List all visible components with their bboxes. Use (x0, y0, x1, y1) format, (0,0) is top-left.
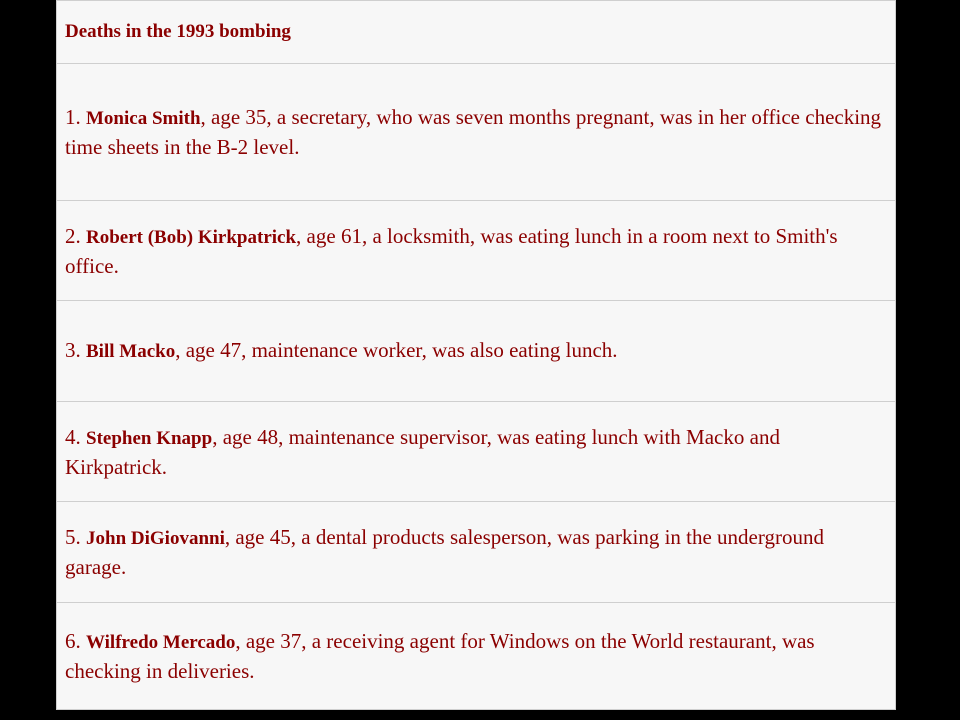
victim-entry (57, 301, 896, 402)
entry-number: 3. (65, 338, 81, 362)
victim-name: Wilfredo Mercado (86, 632, 236, 653)
table-row (57, 402, 896, 502)
entry-number: 1. (65, 105, 81, 129)
entry-number: 4. (65, 424, 81, 449)
table-row (57, 301, 896, 402)
victim-name: Monica Smith (86, 108, 201, 129)
victim-entry (57, 64, 896, 201)
table-row (57, 502, 896, 603)
victim-name: John DiGiovanni (86, 528, 225, 549)
victim-name: Stephen Knapp (86, 427, 213, 449)
victim-description: , age 37, a receiving agent for Windows on the World restaurant, was checking in deliveries. (65, 629, 815, 683)
table-header: Deaths in the 1993 bombing (57, 1, 896, 64)
victim-entry (57, 201, 896, 301)
victim-entry (57, 502, 896, 603)
victim-description: , age 48, maintenance supervisor, was eating lunch with Macko and Kirkpatrick. (65, 424, 780, 479)
table-header-row (57, 1, 896, 64)
victim-entry (57, 603, 896, 710)
table-row (57, 201, 896, 301)
victim-name: Robert (Bob) Kirkpatrick (86, 226, 297, 248)
deaths-table (56, 0, 896, 710)
entry-number: 6. (65, 629, 81, 653)
victim-description: , age 47, maintenance worker, was also eating lunch. (175, 338, 618, 362)
victim-name: Bill Macko (86, 341, 176, 362)
table-row (57, 603, 896, 710)
entry-number: 5. (65, 525, 81, 549)
table-row (57, 64, 896, 201)
victim-entry (57, 402, 896, 502)
victim-description: , age 35, a secretary, who was seven months pregnant, was in her office checking time sheets in the B-2 level. (65, 105, 882, 159)
entry-number: 2. (65, 223, 81, 248)
victim-description: , age 45, a dental products salesperson, was parking in the underground garage. (65, 525, 824, 579)
victim-description: , age 61, a locksmith, was eating lunch in a room next to Smith's office. (65, 223, 838, 278)
